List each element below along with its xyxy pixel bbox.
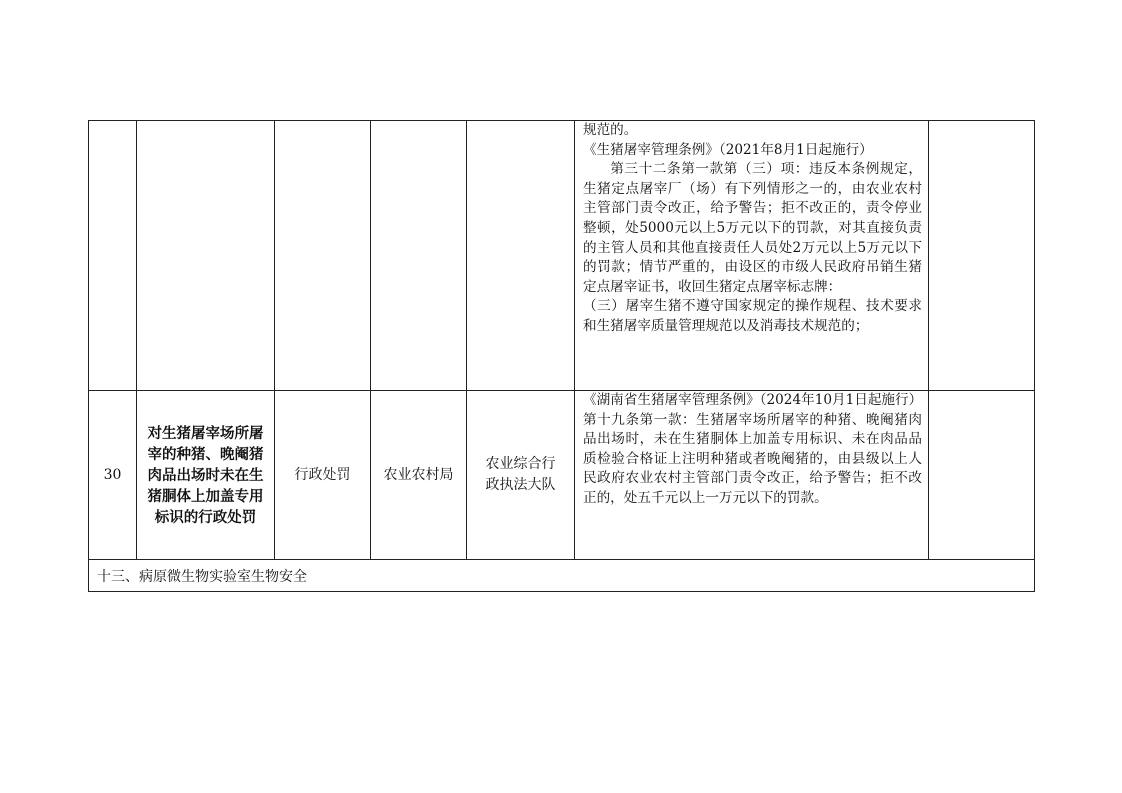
item-type: 行政处罚: [275, 391, 371, 560]
basis-paragraph: 《湖南省生猪屠宰管理条例》（2024年10月1日起施行）: [583, 392, 923, 408]
remark-cell: [929, 391, 1035, 560]
basis-paragraph: 《生猪屠宰管理条例》（2021年8月1日起施行）: [583, 141, 873, 158]
section-heading: 十三、病原微生物实验室生物安全: [89, 560, 1035, 592]
table-row: [89, 391, 1035, 560]
legal-basis: [575, 121, 929, 391]
basis-paragraph: 规范的。: [583, 122, 638, 138]
table-row: [89, 121, 1035, 391]
basis-paragraph: （三）屠宰生猪不遵守国家规定的操作规程、技术要求和生猪屠宰质量管理规范以及消毒技术规范的；: [583, 298, 922, 334]
basis-paragraph: 第三十二条第一款第（三）项：违反本条例规定，生猪定点屠宰厂（场）有下列情形之一的，由农业农村主管部门责令改正，给予警告；拒不改正的，责令停业整顿，处5000元以上5万元以下的罚款，对其直接负责的主管人员和其他直接责任人员处2万元以上5万元以下的罚款；情节严重的，由设区的市级人民政府吊销生猪定点屠宰证书，收回生猪定点屠宰标志牌：: [583, 161, 922, 295]
enforcement-agency: 农业综合行政执法大队: [467, 391, 575, 560]
enforcement-agency: [467, 121, 575, 391]
remark-cell: [929, 121, 1035, 391]
department: [371, 121, 467, 391]
row-number: 30: [89, 391, 137, 560]
legal-basis: [575, 391, 929, 560]
section-row: [89, 560, 1035, 592]
basis-paragraph: 第十九条第一款：生猪屠宰场所屠宰的种猪、晚阉猪肉品出场时，未在生猪胴体上加盖专用标识、未在肉品品质检验合格证上注明种猪或者晚阉猪的，由县级以上人民政府农业农村主管部门责令改正，给予警告；拒不改正的，处五千元以上一万元以下的罚款。: [583, 411, 922, 506]
item-type: [275, 121, 371, 391]
department: 农业农村局: [371, 391, 467, 560]
row-number: [89, 121, 137, 391]
enforcement-table: [88, 120, 1035, 592]
item-name: 对生猪屠宰场所屠宰的种猪、晚阉猪肉品出场时未在生猪胴体上加盖专用标识的行政处罚: [137, 391, 275, 560]
item-name: [137, 121, 275, 391]
